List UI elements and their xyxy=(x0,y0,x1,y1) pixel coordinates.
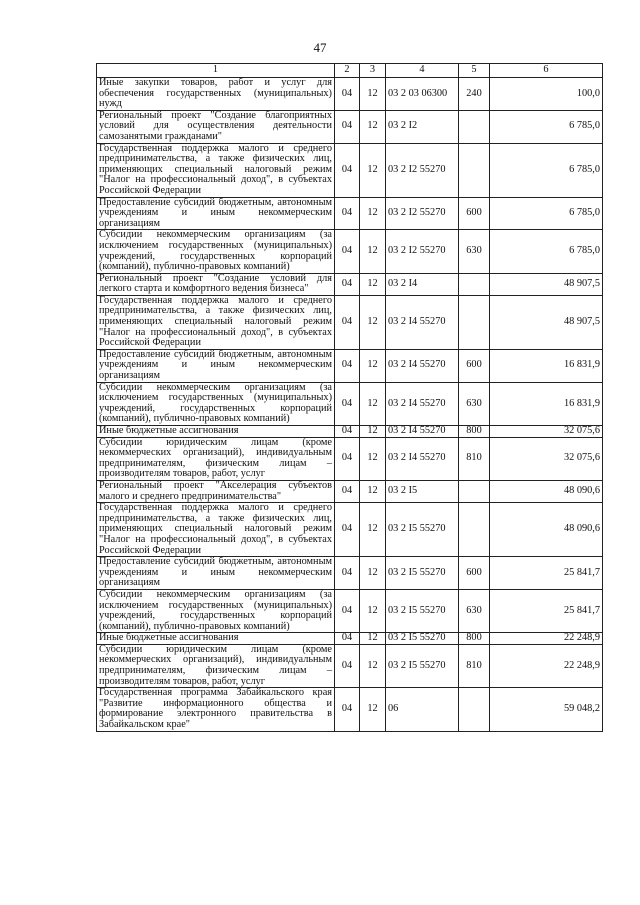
row-name: Государственная программа Забайкальского края "Развитие информационного общества и формирование электронного правительства в Забайкальском крае" xyxy=(97,688,335,731)
table-body xyxy=(97,78,603,732)
row-expense-type: 630 xyxy=(459,589,490,632)
row-section: 04 xyxy=(335,295,360,349)
row-section: 04 xyxy=(335,633,360,645)
table-row xyxy=(97,589,603,632)
row-target-code: 06 xyxy=(386,688,459,731)
row-target-code: 03 2 I5 55270 xyxy=(386,503,459,557)
row-target-code: 03 2 I2 55270 xyxy=(386,197,459,230)
row-name: Государственная поддержка малого и среднего предпринимательства, а также физических лиц, применяющих специальный налоговый режим "Налог на профессиональный доход", в субъектах Российской Федерации xyxy=(97,503,335,557)
row-subsection: 12 xyxy=(360,230,386,273)
row-name: Иные бюджетные ассигнования xyxy=(97,426,335,438)
row-expense-type: 810 xyxy=(459,437,490,480)
row-target-code: 03 2 I2 55270 xyxy=(386,143,459,197)
header-col-6: 6 xyxy=(490,64,603,78)
row-target-code: 03 2 I2 55270 xyxy=(386,230,459,273)
row-target-code: 03 2 03 06300 xyxy=(386,78,459,111)
row-expense-type xyxy=(459,143,490,197)
row-target-code: 03 2 I5 55270 xyxy=(386,557,459,590)
header-col-5: 5 xyxy=(459,64,490,78)
row-target-code: 03 2 I4 55270 xyxy=(386,349,459,382)
header-col-4: 4 xyxy=(386,64,459,78)
table-row xyxy=(97,557,603,590)
row-subsection: 12 xyxy=(360,78,386,111)
row-target-code: 03 2 I2 xyxy=(386,110,459,143)
header-row xyxy=(97,64,603,78)
row-name: Иные закупки товаров, работ и услуг для обеспечения государственных (муниципальных) нужд xyxy=(97,78,335,111)
table-row xyxy=(97,78,603,111)
row-expense-type: 800 xyxy=(459,426,490,438)
row-subsection: 12 xyxy=(360,589,386,632)
row-subsection: 12 xyxy=(360,110,386,143)
row-target-code: 03 2 I4 55270 xyxy=(386,382,459,425)
row-subsection: 12 xyxy=(360,197,386,230)
table-row xyxy=(97,197,603,230)
row-section: 04 xyxy=(335,273,360,295)
row-amount: 32 075,6 xyxy=(490,437,603,480)
table-row xyxy=(97,273,603,295)
row-section: 04 xyxy=(335,382,360,425)
row-section: 04 xyxy=(335,557,360,590)
row-name: Государственная поддержка малого и среднего предпринимательства, а также физических лиц, применяющих специальный налоговый режим "Налог на профессиональный доход", в субъектах Российской Федерации xyxy=(97,295,335,349)
row-expense-type: 630 xyxy=(459,382,490,425)
row-expense-type xyxy=(459,480,490,502)
table-row xyxy=(97,110,603,143)
row-name: Региональный проект "Создание благоприятных условий для осуществления деятельности самозанятыми гражданами" xyxy=(97,110,335,143)
table-row xyxy=(97,382,603,425)
table-row xyxy=(97,633,603,645)
row-section: 04 xyxy=(335,503,360,557)
table-row xyxy=(97,480,603,502)
row-section: 04 xyxy=(335,110,360,143)
row-name: Государственная поддержка малого и среднего предпринимательства, а также физических лиц, применяющих специальный налоговый режим "Налог на профессиональный доход", в субъектах Российской Федерации xyxy=(97,143,335,197)
row-name: Предоставление субсидий бюджетным, автономным учреждениям и иным некоммерческим организациям xyxy=(97,197,335,230)
row-target-code: 03 2 I5 xyxy=(386,480,459,502)
row-amount: 25 841,7 xyxy=(490,557,603,590)
row-amount: 100,0 xyxy=(490,78,603,111)
row-expense-type xyxy=(459,688,490,731)
row-expense-type: 810 xyxy=(459,644,490,687)
row-expense-type xyxy=(459,110,490,143)
table-row xyxy=(97,426,603,438)
row-name: Региональный проект "Создание условий для легкого старта и комфортного ведения бизнеса" xyxy=(97,273,335,295)
row-subsection: 12 xyxy=(360,273,386,295)
row-subsection: 12 xyxy=(360,426,386,438)
row-name: Субсидии юридическим лицам (кроме некоммерческих организаций), индивидуальным предпринимателям, физическим лицам – производителям товаров, работ, услуг xyxy=(97,644,335,687)
row-expense-type xyxy=(459,273,490,295)
row-name: Субсидии юридическим лицам (кроме некоммерческих организаций), индивидуальным предпринимателям, физическим лицам – производителям товаров, работ, услуг xyxy=(97,437,335,480)
header-col-1: 1 xyxy=(97,64,335,78)
row-amount: 16 831,9 xyxy=(490,349,603,382)
row-name: Региональный проект "Акселерация субъектов малого и среднего предпринимательства" xyxy=(97,480,335,502)
row-amount: 48 090,6 xyxy=(490,480,603,502)
row-section: 04 xyxy=(335,688,360,731)
row-section: 04 xyxy=(335,349,360,382)
row-amount: 59 048,2 xyxy=(490,688,603,731)
table-row xyxy=(97,503,603,557)
row-subsection: 12 xyxy=(360,688,386,731)
header-col-3: 3 xyxy=(360,64,386,78)
row-subsection: 12 xyxy=(360,349,386,382)
row-name: Иные бюджетные ассигнования xyxy=(97,633,335,645)
row-amount: 22 248,9 xyxy=(490,644,603,687)
row-amount: 22 248,9 xyxy=(490,633,603,645)
budget-table xyxy=(96,63,603,732)
row-amount: 48 907,5 xyxy=(490,295,603,349)
row-section: 04 xyxy=(335,78,360,111)
row-name: Субсидии некоммерческим организациям (за исключением государственных (муниципальных) учреждений, государственных корпораций (компаний), публично-правовых компаний) xyxy=(97,589,335,632)
row-target-code: 03 2 I4 xyxy=(386,273,459,295)
table-row xyxy=(97,143,603,197)
row-expense-type xyxy=(459,503,490,557)
row-section: 04 xyxy=(335,480,360,502)
row-expense-type: 600 xyxy=(459,557,490,590)
row-subsection: 12 xyxy=(360,382,386,425)
row-subsection: 12 xyxy=(360,503,386,557)
row-section: 04 xyxy=(335,230,360,273)
row-expense-type: 600 xyxy=(459,349,490,382)
row-section: 04 xyxy=(335,143,360,197)
row-amount: 48 090,6 xyxy=(490,503,603,557)
row-expense-type: 240 xyxy=(459,78,490,111)
table-row xyxy=(97,437,603,480)
row-amount: 32 075,6 xyxy=(490,426,603,438)
row-section: 04 xyxy=(335,426,360,438)
row-section: 04 xyxy=(335,197,360,230)
row-target-code: 03 2 I5 55270 xyxy=(386,644,459,687)
row-amount: 6 785,0 xyxy=(490,197,603,230)
row-expense-type: 600 xyxy=(459,197,490,230)
row-subsection: 12 xyxy=(360,644,386,687)
row-name: Предоставление субсидий бюджетным, автономным учреждениям и иным некоммерческим организациям xyxy=(97,557,335,590)
row-amount: 48 907,5 xyxy=(490,273,603,295)
table-row xyxy=(97,644,603,687)
row-target-code: 03 2 I4 55270 xyxy=(386,426,459,438)
table-row xyxy=(97,688,603,731)
header-col-2: 2 xyxy=(335,64,360,78)
row-name: Предоставление субсидий бюджетным, автономным учреждениям и иным некоммерческим организациям xyxy=(97,349,335,382)
row-amount: 6 785,0 xyxy=(490,143,603,197)
row-subsection: 12 xyxy=(360,633,386,645)
row-section: 04 xyxy=(335,644,360,687)
row-amount: 6 785,0 xyxy=(490,230,603,273)
row-name: Субсидии некоммерческим организациям (за исключением государственных (муниципальных) учреждений, государственных корпораций (компаний), публично-правовых компаний) xyxy=(97,230,335,273)
row-name: Субсидии некоммерческим организациям (за исключением государственных (муниципальных) учреждений, государственных корпораций (компаний), публично-правовых компаний) xyxy=(97,382,335,425)
row-amount: 25 841,7 xyxy=(490,589,603,632)
row-target-code: 03 2 I4 55270 xyxy=(386,437,459,480)
row-expense-type: 800 xyxy=(459,633,490,645)
row-subsection: 12 xyxy=(360,143,386,197)
row-amount: 6 785,0 xyxy=(490,110,603,143)
row-expense-type: 630 xyxy=(459,230,490,273)
table-row xyxy=(97,230,603,273)
row-subsection: 12 xyxy=(360,480,386,502)
row-section: 04 xyxy=(335,437,360,480)
row-subsection: 12 xyxy=(360,437,386,480)
row-subsection: 12 xyxy=(360,557,386,590)
row-section: 04 xyxy=(335,589,360,632)
row-expense-type xyxy=(459,295,490,349)
row-amount: 16 831,9 xyxy=(490,382,603,425)
table-row xyxy=(97,295,603,349)
page-number: 47 xyxy=(313,40,327,55)
row-target-code: 03 2 I5 55270 xyxy=(386,589,459,632)
row-target-code: 03 2 I5 55270 xyxy=(386,633,459,645)
table-row xyxy=(97,349,603,382)
row-subsection: 12 xyxy=(360,295,386,349)
row-target-code: 03 2 I4 55270 xyxy=(386,295,459,349)
